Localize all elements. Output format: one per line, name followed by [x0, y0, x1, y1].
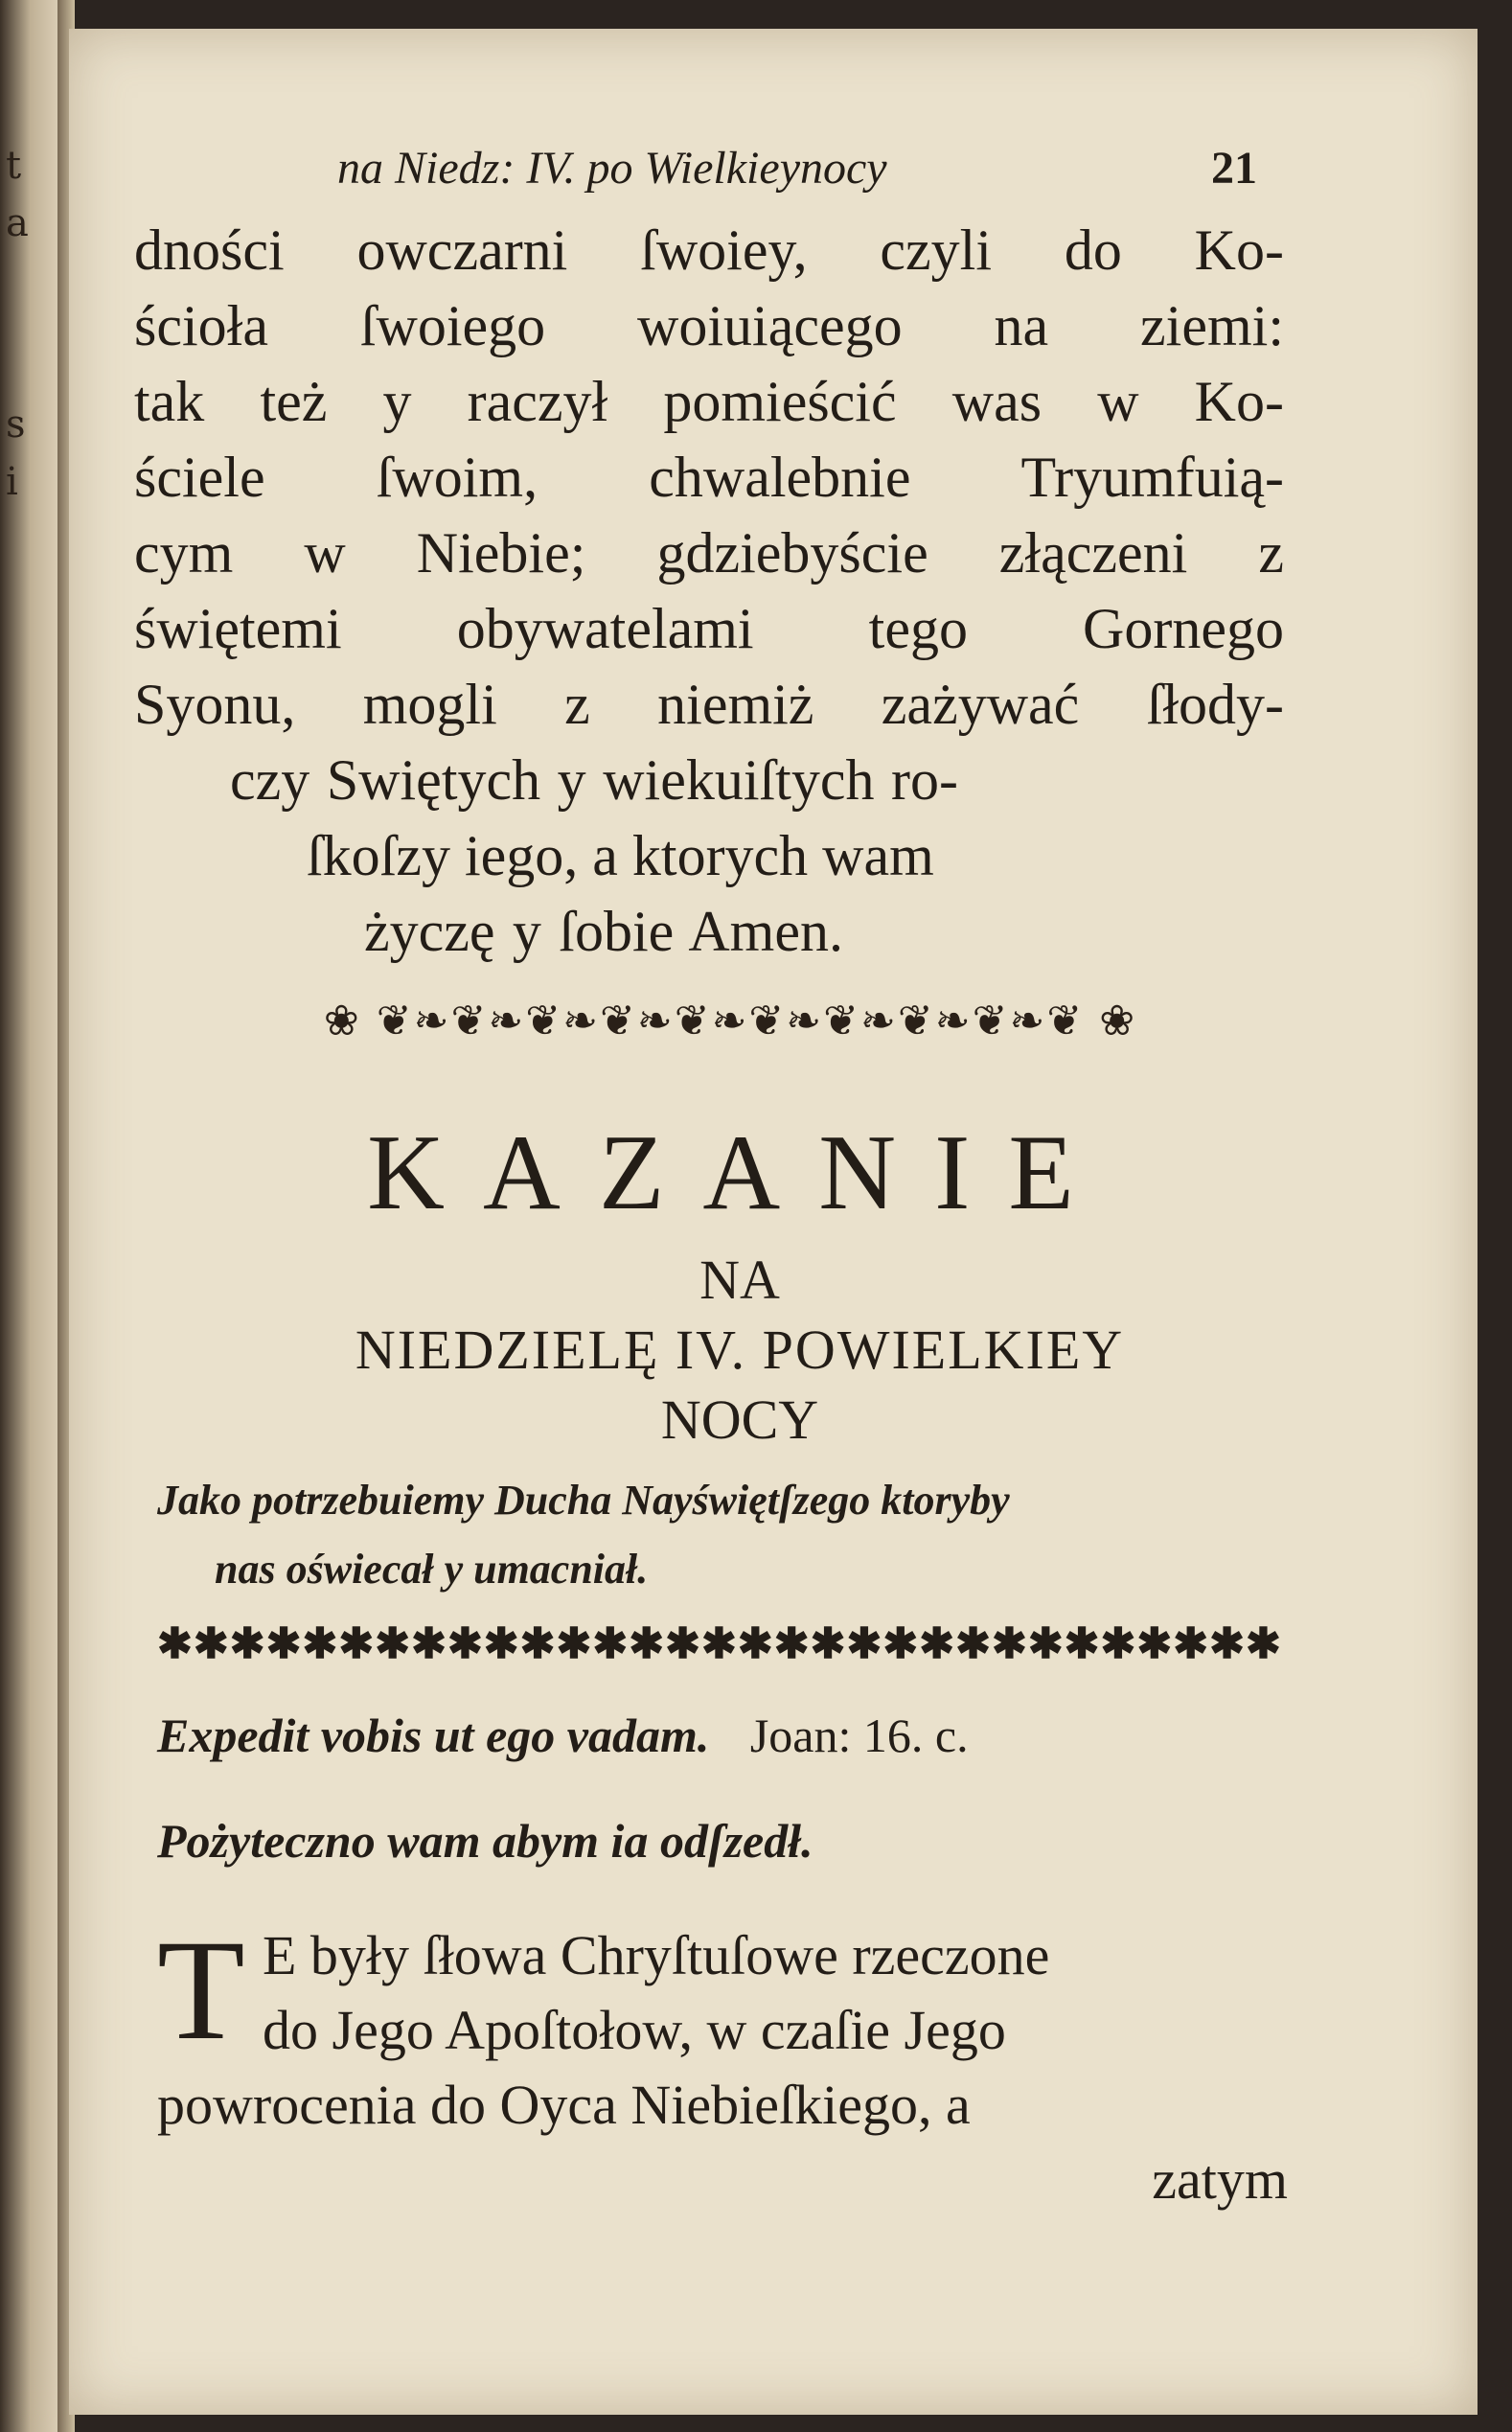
running-head-title: na Niedz: IV. po Wielkieynocy	[337, 143, 887, 194]
subtitle-line-2: nas oświecał y umacniał.	[215, 1546, 649, 1593]
margin-glyph: t	[6, 144, 22, 188]
text-line: ściele ſwoim, chwalebnie Tryumfuią-	[134, 446, 1284, 509]
latin-quote-reference: Joan: 16. c.	[749, 1709, 969, 1762]
page-number: 21	[1211, 143, 1257, 194]
text-line: cym w Niebie; gdziebyście złączeni z	[134, 521, 1284, 585]
subtitle-line-1: Jako potrzebuiemy Ducha Nayświętſzego ktoryby	[157, 1477, 1010, 1524]
heading-line-1: NA	[699, 1249, 780, 1311]
text-line: tak też y raczył pomieścić was w Ko-	[134, 370, 1284, 433]
body-text	[134, 213, 1284, 970]
star-separator: ✱✱✱✱✱✱✱✱✱✱✱✱✱✱✱✱✱✱✱✱✱✱✱✱✱✱✱✱✱✱✱	[157, 1619, 1282, 1668]
heading-line-2: NIEDZIELĘ IV. POWIELKIEY	[355, 1319, 1125, 1381]
catchword: zatym	[1152, 2148, 1288, 2211]
text-line: Syonu, mogli z niemiż zażywać ſłody-	[134, 673, 1284, 736]
text-line: życzę y ſobie Amen.	[364, 900, 843, 963]
margin-glyph: i	[6, 460, 18, 504]
latin-quote	[157, 1708, 1307, 1763]
polish-quote-text: Pożyteczno wam abym ia odſzedł.	[157, 1814, 813, 1868]
latin-quote-text: Expedit vobis ut ego vadam.	[157, 1709, 710, 1762]
book-page	[69, 29, 1478, 2415]
text-line: E były ſłowa Chryſtuſowe rzeczone	[263, 1924, 1050, 1986]
polish-quote	[157, 1813, 1307, 1869]
opening-paragraph	[157, 1911, 1307, 2217]
text-line: dności owczarni ſwoiey, czyli do Ko-	[134, 218, 1284, 282]
text-line: czy Swiętych y wiekuiſtych ro-	[230, 748, 958, 812]
running-head	[261, 142, 1257, 199]
subtitle	[157, 1466, 1307, 1604]
heading-line-3: NOCY	[660, 1388, 819, 1451]
margin-glyph: a	[6, 201, 29, 245]
text-line: ſkoſzy iego, a ktorych wam	[307, 824, 934, 887]
text-line: powrocenia do Oyca Niebieſkiego, a	[157, 2074, 971, 2136]
text-line: ścioła ſwoiego woiuiącego na ziemi:	[134, 294, 1284, 357]
sermon-title: KAZANIE	[367, 1113, 1112, 1232]
text-line: do Jego Apoſtołow, w czaſie Jego	[263, 1999, 1006, 2061]
text-line: świętemi obywatelami tego Gornego	[134, 597, 1284, 660]
decorative-ornament-band: ❀ ❦❧❦❧❦❧❦❧❦❧❦❧❦❧❦❧❦❧❦ ❀	[323, 997, 1137, 1045]
margin-glyph: s	[6, 402, 26, 447]
drop-cap: T	[157, 1911, 245, 2070]
